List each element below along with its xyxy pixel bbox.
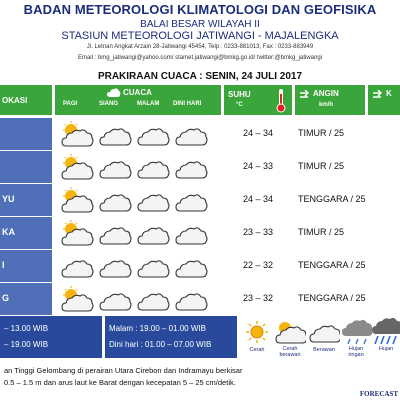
location-name: G [2, 293, 10, 303]
table-row [0, 250, 400, 282]
partly-cloudy-icon [274, 318, 306, 344]
wind-value: TENGGARA / 25 [298, 194, 366, 204]
legend-berawan: Berawan [313, 347, 335, 353]
partly-cloudy-icon [60, 120, 94, 148]
cloudy-icon [136, 285, 170, 313]
angin-unit: km/h [319, 102, 334, 108]
cloud-icon [107, 87, 121, 99]
table-row [0, 217, 400, 249]
gelombang-label: K [386, 89, 392, 98]
cloudy-icon [174, 186, 208, 214]
period-siang: SIANG [99, 101, 119, 107]
location-cell [0, 217, 52, 249]
cloudy-icon [136, 219, 170, 247]
cloudy-icon [174, 252, 208, 280]
wind-value: TIMUR / 25 [298, 161, 345, 171]
column-header-gelombang [368, 85, 400, 115]
table-row [0, 184, 400, 216]
period-malam: MALAM [137, 101, 160, 107]
temperature-value: 24 – 34 [242, 128, 274, 138]
time-siang: – 19.00 WIB [4, 340, 49, 349]
cloudy-icon [60, 252, 94, 280]
table-row [0, 118, 400, 150]
column-header-angin [295, 85, 365, 115]
lokasi-label: OKASI [2, 96, 28, 105]
temperature-value: 22 – 32 [242, 260, 274, 270]
weather-icons [60, 285, 220, 313]
cloudy-icon [98, 186, 132, 214]
cloudy-icon [174, 153, 208, 181]
column-header-cuaca [55, 85, 221, 115]
table-row [0, 283, 400, 315]
wind-arrows-icon [299, 90, 311, 100]
partly-cloudy-icon [60, 219, 94, 247]
cloudy-icon [98, 219, 132, 247]
cloudy-icon [98, 153, 132, 181]
time-period-right [105, 316, 237, 358]
partly-cloudy-icon [60, 153, 94, 181]
partly-cloudy-icon [60, 285, 94, 313]
temperature-value: 23 – 33 [242, 227, 274, 237]
location-cell [0, 250, 52, 282]
wind-value: TENGGARA / 25 [298, 293, 366, 303]
time-pagi: – 13.00 WIB [4, 324, 49, 333]
legend-hujan: Hujan [378, 346, 394, 352]
column-header-lokasi [0, 85, 52, 115]
time-dini: Dini hari : 01.00 – 07.00 WIB [109, 340, 212, 349]
weather-icons [60, 120, 220, 148]
cloudy-icon [136, 186, 170, 214]
partly-cloudy-icon [60, 186, 94, 214]
wind-value: TENGGARA / 25 [298, 260, 366, 270]
forecast-brand: FORECAST [359, 390, 398, 398]
temperature-value: 24 – 33 [242, 161, 274, 171]
header [0, 0, 400, 68]
wind-value: TIMUR / 25 [298, 227, 345, 237]
location-cell [0, 184, 52, 216]
location-cell [0, 151, 52, 183]
weather-icons [60, 219, 220, 247]
wave-note-line2: 0.5 – 1.5 m dan arus laut ke Barat dengan kecepatan 5 – 25 cm/detik. [4, 378, 236, 387]
table-row [0, 151, 400, 183]
location-name: KA [2, 227, 15, 237]
location-name: I [2, 260, 5, 270]
period-pagi: PAGI [63, 101, 78, 107]
period-dini-hari: DINI HARI [173, 101, 202, 107]
legend-cerah: Cerah [249, 347, 265, 353]
time-malam: Malam : 19.00 – 01.00 WIB [109, 324, 206, 333]
legend-hujan-ringan: Hujan ringan [348, 346, 364, 358]
location-name: YU [2, 194, 15, 204]
weather-icons [60, 153, 220, 181]
thermometer-icon [276, 88, 286, 113]
forecast-title: PRAKIRAAN CUACA : SENIN, 24 JULI 2017 [97, 71, 303, 82]
notes-panel [0, 360, 400, 400]
location-cell [0, 283, 52, 315]
cloudy-icon [174, 285, 208, 313]
wave-arrows-icon [372, 90, 384, 100]
light-rain-icon [340, 318, 372, 346]
temperature-value: 23 – 32 [242, 293, 274, 303]
station-name: STASIUN METEOROLOGI JATIWANGI - MAJALENGKA [61, 30, 339, 42]
suhu-label: SUHU [228, 90, 251, 99]
cloudy-icon [136, 252, 170, 280]
location-cell [0, 118, 52, 150]
temperature-value: 24 – 34 [242, 194, 274, 204]
cloudy-icon [98, 285, 132, 313]
suhu-unit: °C [236, 102, 243, 108]
column-header-suhu [224, 85, 292, 115]
cuaca-label: CUACA [123, 88, 152, 97]
wave-note-line1: an Tinggi Gelombang di perairan Utara Cirebon dan Indramayu berkisar [4, 366, 243, 375]
weather-icons [60, 186, 220, 214]
cloudy-icon [174, 219, 208, 247]
angin-label: ANGIN [313, 89, 339, 98]
rain-icon [370, 316, 400, 346]
legend-cerah-berawan: Cerah berawan [279, 346, 301, 358]
cloudy-icon [98, 120, 132, 148]
sun-icon [242, 320, 272, 344]
cloudy-icon [308, 318, 340, 344]
wind-value: TIMUR / 25 [298, 128, 345, 138]
address: Jl. Letnan Angkat Arzain 28-Jatiwangi 45454, Telp : 0233-881013, Fax : 0233-883949 [86, 44, 314, 50]
agency-name: BADAN METEOROLOGI KLIMATOLOGI DAN GEOFISIKA [23, 2, 377, 17]
cloudy-icon [136, 120, 170, 148]
cloudy-icon [174, 120, 208, 148]
cloudy-icon [98, 252, 132, 280]
office-name: BALAI BESAR WILAYAH II [140, 19, 260, 30]
cloudy-icon [136, 153, 170, 181]
weather-icons [60, 252, 220, 280]
contact: Email : bmg_jatiwangi@yahoo.com/ stamet.jatiwangi@bmkg.go.id/ twitter:@bmkg_jatiwangi [77, 55, 323, 61]
time-period-left [0, 316, 102, 358]
